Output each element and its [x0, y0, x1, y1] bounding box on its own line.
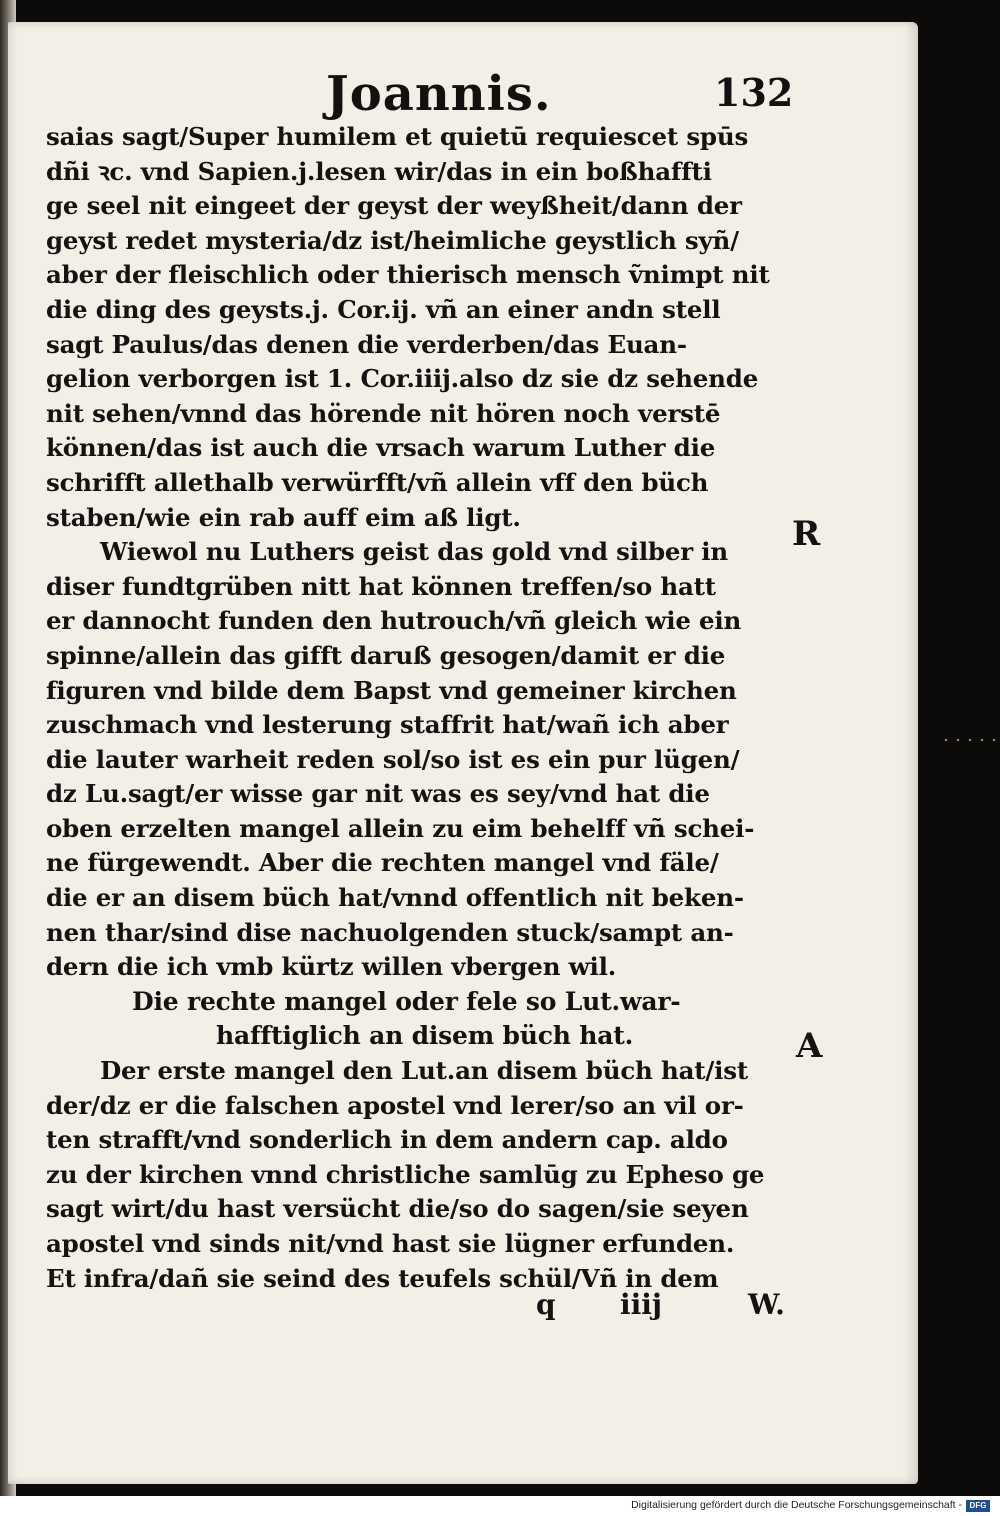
text-line: sagt wirt/du hast versücht die/so do sagen/sie seyen	[46, 1194, 749, 1224]
text-line: apostel vnd sinds nit/vnd hast sie lügner erfunden.	[46, 1229, 735, 1258]
text-line: er dannocht funden den hutrouch/vñ gleich wie ein	[46, 606, 742, 636]
text-line: dern die ich vmb kürtz willen vbergen wil.	[46, 952, 617, 982]
text-line: aber der fleischlich oder thierisch mensch ṽnimpt nit	[46, 260, 770, 290]
signature-mark: q	[536, 1288, 556, 1321]
text-line: nit sehen/vnnd das hörende nit hören noch verstē	[46, 398, 721, 428]
margin-mark: A	[796, 1026, 823, 1066]
text-line: figuren vnd bilde dem Bapst vnd gemeiner kirchen	[46, 675, 737, 705]
paragraph-start-line: Der erste mangel den Lut.an disem büch hat/ist	[100, 1056, 748, 1086]
text-line: ge seel nit eingeet der geyst der weyßheit/dann der	[46, 191, 742, 221]
paragraph-start-line: Wiewol nu Luthers geist das gold vnd silber in	[100, 537, 729, 567]
text-line: spinne/allein das gifft daruß gesogen/damit er die	[46, 640, 726, 670]
text-line: ten strafft/vnd sonderlich in dem andern cap. aldo	[46, 1125, 728, 1155]
text-line: gelion verborgen ist 1. Cor.iiij.also dz sie dz sehende	[46, 364, 759, 394]
text-line: dz Lu.sagt/er wisse gar nit was es sey/vnd hat die	[46, 779, 710, 809]
signature-line	[0, 1288, 1000, 1328]
text-line: diser fundtgrüben nitt hat können treffen/so hatt	[46, 571, 716, 601]
text-line: schrifft allethalb verwürfft/vñ allein vff den büch	[46, 467, 709, 497]
text-line: Et infra/dañ sie seind des teufels schül/Vñ in dem	[46, 1263, 719, 1293]
margin-mark: R	[792, 514, 821, 554]
text-line: der/dz er die falschen apostel vnd lerer/so an vil or-	[46, 1090, 744, 1120]
text-line: nen thar/sind dise nachuolgenden stuck/sampt an-	[46, 917, 734, 947]
text-line: zuschmach vnd lesterung staffrit hat/wañ ich aber	[46, 710, 729, 740]
section-heading-line: hafftiglich an disem büch hat.	[216, 1021, 634, 1051]
page-edge-dots	[940, 738, 1000, 742]
folio-number: 132	[714, 70, 794, 115]
text-block	[46, 120, 806, 1296]
text-line: können/das ist auch die vrsach warum Luther die	[46, 433, 716, 463]
text-line: zu der kirchen vnnd christliche samlūg zu Epheso ge	[46, 1159, 765, 1189]
text-line: die lauter warheit reden sol/so ist es ein pur lügen/	[46, 744, 740, 774]
dfg-logo-icon: DFG	[966, 1500, 990, 1512]
running-title: Joannis.	[326, 66, 552, 122]
text-line: sagt Paulus/das denen die verderben/das Euan-	[46, 329, 687, 359]
text-line: geyst redet mysteria/dz ist/heimliche geystlich syñ/	[46, 225, 739, 255]
funding-notice: Digitalisierung gefördert durch die Deutsche Forschungsgemeinschaft -	[631, 1499, 962, 1511]
text-line: die ding des geysts.j. Cor.ij. vñ an einer andn stell	[46, 294, 721, 324]
text-line: staben/wie ein rab auff eim aß ligt.	[46, 502, 521, 532]
signature-mark: iiij	[620, 1288, 663, 1321]
catchword: W.	[748, 1288, 785, 1321]
text-line: saias sagt/Super humilem et quietū requiescet spūs	[46, 122, 749, 151]
text-line: oben erzelten mangel allein zu eim behelff vñ schei-	[46, 813, 755, 843]
section-heading-line: Die rechte mangel oder fele so Lut.war-	[132, 986, 681, 1016]
running-head	[0, 56, 1000, 126]
text-line: ne fürgewendt. Aber die rechten mangel vnd fäle/	[46, 848, 719, 878]
text-line: dñi ꝛc. vnd Sapien.j.lesen wir/das in ein boßhaffti	[46, 156, 712, 186]
footer-bar	[0, 1496, 1000, 1516]
text-line: die er an disem büch hat/vnnd offentlich nit beken-	[46, 883, 744, 913]
